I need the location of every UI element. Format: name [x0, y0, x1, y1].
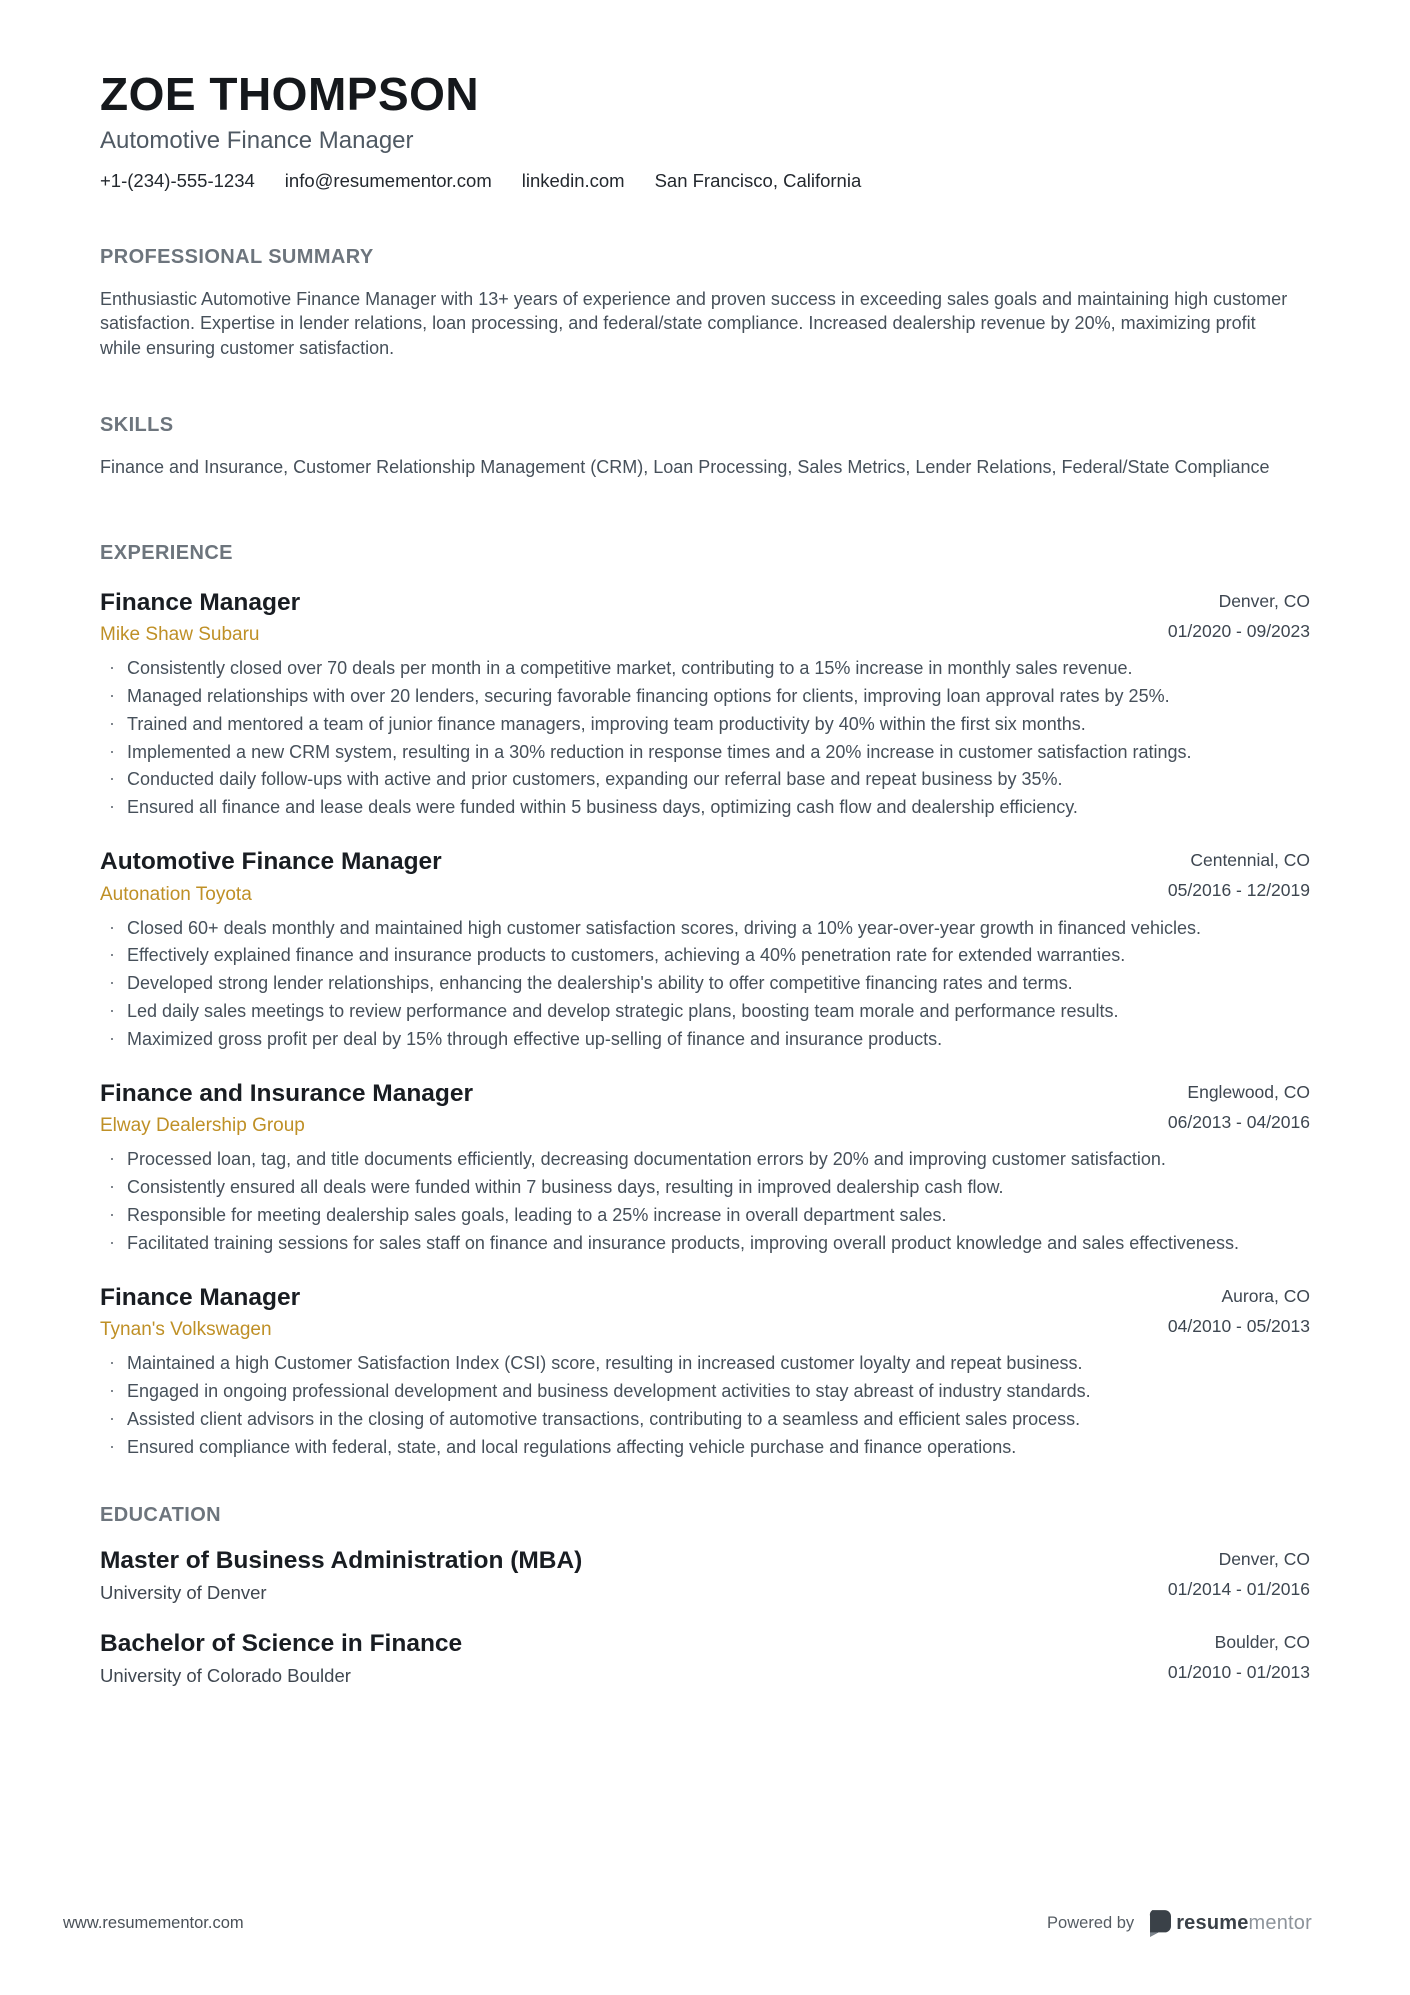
job-dates: 04/2010 - 05/2013: [1167, 1316, 1310, 1337]
bullet-item: · Responsible for meeting dealership sales goals, leading to a 25% increase in overall department sales.: [100, 1204, 1310, 1228]
resumementor-logo-link[interactable]: [1146, 1910, 1312, 1937]
bullet-item: · Developed strong lender relationships, enhancing the dealership's ability to offer competitive financing rates and terms.: [100, 972, 1310, 996]
contact-linkedin[interactable]: linkedin.com: [521, 169, 625, 191]
contact-email[interactable]: info@resumementor.com: [284, 169, 492, 191]
summary-heading: PROFESSIONAL SUMMARY: [100, 245, 374, 268]
footer-website-link[interactable]: www.resumementor.com: [63, 1914, 244, 1932]
job-location: Aurora, CO: [1221, 1286, 1310, 1307]
bullet-item: · Maximized gross profit per deal by 15% through effective up-selling of finance and insurance products.: [100, 1028, 1310, 1052]
degree-dates: 01/2014 - 01/2016: [1167, 1579, 1310, 1600]
entry-meta: [1168, 1080, 1310, 1133]
job-title: Automotive Finance Manager: [100, 848, 442, 876]
experience-entry: [100, 1284, 1310, 1460]
entry-header: [100, 848, 1310, 905]
bullet-item: · Managed relationships with over 20 lenders, securing favorable financing options for clients, improving loan approval rates by 25%.: [100, 685, 1310, 709]
bullet-item: · Led daily sales meetings to review performance and develop strategic plans, boosting team morale and performance results.: [100, 1000, 1310, 1024]
bullet-item: · Engaged in ongoing professional development and business development activities to stay abreast of industry standards.: [100, 1380, 1310, 1404]
company-name: Autonation Toyota: [100, 883, 252, 905]
entry-meta: [1168, 1284, 1310, 1337]
job-bullets: [100, 1148, 1310, 1256]
page-footer: [63, 1910, 1312, 1937]
school-name: University of Colorado Boulder: [100, 1665, 351, 1687]
bullet-item: · Trained and mentored a team of junior finance managers, improving team productivity by 40% within the first six months.: [100, 713, 1310, 737]
job-location: Denver, CO: [1218, 590, 1310, 611]
experience-heading: EXPERIENCE: [100, 541, 233, 564]
degree-location: Boulder, CO: [1214, 1632, 1310, 1653]
bullet-item: · Consistently closed over 70 deals per month in a competitive market, contributing to a 15% increase in monthly sales revenue.: [100, 657, 1310, 681]
job-title: Finance and Insurance Manager: [100, 1080, 474, 1108]
entry-meta: [1168, 1630, 1310, 1683]
skills-heading: SKILLS: [100, 414, 174, 437]
contact-phone: +1-(234)-555-1234: [100, 169, 255, 191]
degree-dates: 01/2010 - 01/2013: [1167, 1662, 1310, 1683]
degree-title: Master of Business Administration (MBA): [100, 1547, 583, 1575]
wordmark-resume: resume: [1176, 1912, 1249, 1934]
job-title: Finance Manager: [100, 588, 301, 616]
entry-header: [100, 1284, 1310, 1341]
powered-by-label: Powered by: [1047, 1914, 1135, 1932]
bullet-item: · Implemented a new CRM system, resulting in a 30% reduction in response times and a 20% increase in customer satisfaction ratings.: [100, 741, 1310, 765]
job-location: Centennial, CO: [1190, 850, 1310, 871]
bullet-item: · Consistently ensured all deals were funded within 7 business days, resulting in improved dealership cash flow.: [100, 1176, 1310, 1200]
entry-header: [100, 1080, 1310, 1137]
job-bullets: [100, 657, 1310, 821]
bullet-item: · Processed loan, tag, and title documents efficiently, decreasing documentation errors by 20% and improving customer satisfaction.: [100, 1148, 1310, 1172]
education-entry: [100, 1547, 1310, 1604]
candidate-name: ZOE THOMPSON: [100, 68, 480, 120]
bullet-item: · Effectively explained finance and insurance products to customers, achieving a 40% penetration rate for extended warranties.: [100, 944, 1310, 968]
entry-meta: [1168, 1547, 1310, 1600]
job-title: Finance Manager: [100, 1284, 301, 1312]
job-bullets: [100, 1352, 1310, 1460]
bullet-item: · Facilitated training sessions for sales staff on finance and insurance products, improving overall product knowledge and sales effectiveness.: [100, 1232, 1310, 1256]
job-location: Englewood, CO: [1187, 1082, 1310, 1103]
entry-meta: [1168, 848, 1310, 901]
school-name: University of Denver: [100, 1582, 267, 1604]
degree-location: Denver, CO: [1218, 1549, 1310, 1570]
entry-header: [100, 1547, 1310, 1604]
resumementor-wordmark: [1176, 1912, 1312, 1935]
resumementor-logo-icon: [1146, 1910, 1171, 1937]
company-name: Elway Dealership Group: [100, 1115, 305, 1137]
entry-header: [100, 1630, 1310, 1687]
degree-title: Bachelor of Science in Finance: [100, 1630, 463, 1658]
education-heading: EDUCATION: [100, 1504, 222, 1527]
contact-location: San Francisco, California: [654, 169, 862, 191]
job-bullets: [100, 917, 1310, 1053]
bullet-item: · Ensured all finance and lease deals were funded within 5 business days, optimizing cash flow and dealership efficiency.: [100, 796, 1310, 820]
experience-entry: [100, 848, 1310, 1052]
candidate-title: Automotive Finance Manager: [100, 126, 414, 154]
bullet-item: · Maintained a high Customer Satisfaction Index (CSI) score, resulting in increased customer loyalty and repeat business.: [100, 1352, 1310, 1376]
entry-header: [100, 589, 1310, 646]
bullet-item: · Assisted client advisors in the closing of automotive transactions, contributing to a seamless and efficient sales process.: [100, 1408, 1310, 1432]
wordmark-mentor: mentor: [1248, 1912, 1312, 1934]
company-name: Mike Shaw Subaru: [100, 623, 260, 645]
job-dates: 05/2016 - 12/2019: [1167, 880, 1310, 901]
skills-text: Finance and Insurance, Customer Relationship Management (CRM), Loan Processing, Sales Metrics, Lender Relations, Federal/State Compliance: [100, 457, 1270, 478]
experience-entry: [100, 1080, 1310, 1256]
contact-row: [100, 170, 1310, 192]
bullet-item: · Ensured compliance with federal, state, and local regulations affecting vehicle purchase and finance operations.: [100, 1436, 1310, 1460]
company-name: Tynan's Volkswagen: [100, 1319, 272, 1341]
bullet-item: · Closed 60+ deals monthly and maintained high customer satisfaction scores, driving a 10% year-over-year growth in financed vehicles.: [100, 917, 1310, 941]
powered-by: [1047, 1910, 1312, 1937]
education-entry: [100, 1630, 1310, 1687]
job-dates: 06/2013 - 04/2016: [1167, 1112, 1310, 1133]
entry-meta: [1168, 589, 1310, 642]
bullet-item: · Conducted daily follow-ups with active and prior customers, expanding our referral base and repeat business by 35%.: [100, 768, 1310, 792]
job-dates: 01/2020 - 09/2023: [1167, 620, 1310, 641]
summary-text: Enthusiastic Automotive Finance Manager with 13+ years of experience and proven success in exceeding sales goals and maintaining high customer satisfaction. Expertise in lender relations, loan processing, and federal/state compliance. Increased dealership revenue by 20%, maximizing profit while ensuring customer satisfaction.: [100, 288, 1288, 358]
experience-entry: [100, 589, 1310, 821]
